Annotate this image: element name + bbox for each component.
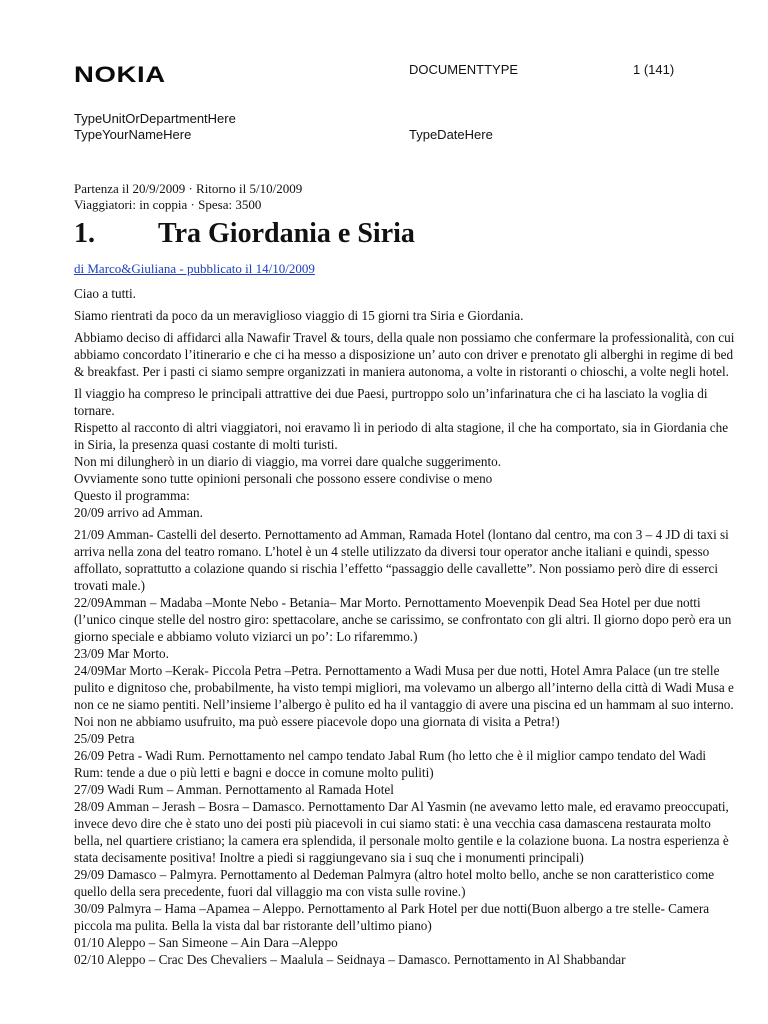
page-number: 1 (141) xyxy=(633,62,675,77)
heading-title: Tra Giordania e Siria xyxy=(158,218,415,249)
paragraph-intro: Siamo rientrati da poco da un meraviglioso viaggio di 15 giorni tra Siria e Giordania. xyxy=(74,308,524,323)
itinerary-item: 01/10 Aleppo – San Simeone – Ain Dara –Aleppo xyxy=(74,935,338,950)
itinerary-item: 23/09 Mar Morto. xyxy=(74,646,169,661)
itinerary-item: 22/09Amman – Madaba –Monte Nebo - Betania– Mar Morto. Pernottamento Moevenpik Dead Sea Hotel per due notti (l’unico cinque stelle del nostro giro: spettacolare, anche se carissimo, se confrontato con gli altri. Il giorno dopo però era un giorno speciale e abbiamo voluto viziarci un po’: Lo rifaremmo.) xyxy=(74,595,732,644)
unit-field: TypeUnitOrDepartmentHere xyxy=(74,111,236,126)
trip-dates: Partenza il 20/9/2009 · Ritorno il 5/10/2009 xyxy=(74,181,303,196)
itinerary-item: 29/09 Damasco – Palmyra. Pernottamento al Dedeman Palmyra (altro hotel molto bello, anche se non caratteristico come quello della sera precedente, fuori dal villaggio ma con vista sulle rovine.) xyxy=(74,867,715,899)
itinerary-item: 02/10 Aleppo – Crac Des Chevaliers – Maalula – Seidnaya – Damasco. Pernottamento in Al Shabbandar xyxy=(74,952,626,967)
itinerary-item: 25/09 Petra xyxy=(74,731,135,746)
itinerary-item: 24/09Mar Morto –Kerak- Piccola Petra –Petra. Pernottamento a Wadi Musa per due notti, Hotel Amra Palace (un tre stelle pulito e dignitoso che, probabilmente, ha visto tempi migliori, ma volevamo un albergo all’interno della città di Wadi Musa e non ce ne siamo pentiti. Nell’insieme l’albergo è pulito ed ha il vantaggio di avere una piscina ed un hammam al suo interno. Noi non ne abbiamo usufruito, ma può essere piacevole dopo una giornata di visita a Petra!) xyxy=(74,663,734,729)
text-line: Il viaggio ha compreso le principali attrattive dei due Paesi, purtroppo solo un’infarinatura che ci ha lasciato la voglia di tornare. xyxy=(74,386,708,418)
itinerary-item: 28/09 Amman – Jerash – Bosra – Damasco. Pernottamento Dar Al Yasmin (ne avevamo letto male, ed eravamo preoccupati, invece devo dire che è stato uno dei posti più piacevoli in cui siamo stati: è una vecchia casa damascena restaurata molto bella, nel quartiere cristiano; la camera era splendida, il personale molto gentile e la colazione buona. La nostra esperienza è stata decisamente positiva! Inoltre a piedi si raggiungevano sia i suq che i monumenti principali) xyxy=(74,799,729,865)
heading-number: 1. xyxy=(74,218,95,249)
text-line: Rispetto al racconto di altri viaggiatori, noi eravamo lì in periodo di alta stagione, il che ha comportato, sia in Giordania che in Siria, la presenza quasi costante di molti turisti. xyxy=(74,420,729,452)
itinerary-item: 27/09 Wadi Rum – Amman. Pernottamento al Ramada Hotel xyxy=(74,782,394,797)
author-link[interactable]: di Marco&Giuliana - pubblicato il 14/10/2009 xyxy=(74,261,315,276)
trip-meta xyxy=(74,181,302,213)
paragraph-agency: Abbiamo deciso di affidarci alla Nawafir Travel & tours, della quale non possiamo che confermare la professionalità, con cui abbiamo concordato l’itinerario e che ci ha messo a disposizione un’ auto con driver e prenotato gli alberghi in regime di bed & breakfast. Per i pasti ci siamo sempre organizzati in maniera autonoma, a volte in ristoranti o chioschi, a volte negli hotel. xyxy=(74,330,735,379)
itinerary-block xyxy=(74,526,736,968)
document-type: DOCUMENTTYPE xyxy=(409,62,519,77)
nokia-logo: NOKIA xyxy=(74,62,166,87)
text-line: Ovviamente sono tutte opinioni personali che possono essere condivise o meno xyxy=(74,471,493,486)
notes-block xyxy=(74,385,736,521)
itinerary-item: 30/09 Palmyra – Hama –Apamea – Aleppo. Pernottamento al Park Hotel per due notti(Buon albergo a tre stelle- Camera piccola ma pulita. Bella la vista dal bar ristorante dell’ultimo piano) xyxy=(74,901,710,933)
text-line: 20/09 arrivo ad Amman. xyxy=(74,505,203,520)
text-line: Questo il programma: xyxy=(74,488,190,503)
text-line: Non mi dilungherò in un diario di viaggio, ma vorrei dare qualche suggerimento. xyxy=(74,454,502,469)
paragraph-greeting: Ciao a tutti. xyxy=(74,286,136,301)
name-field: TypeYourNameHere xyxy=(74,127,192,142)
trip-travellers: Viaggiatori: in coppia · Spesa: 3500 xyxy=(74,197,262,212)
date-field: TypeDateHere xyxy=(409,127,493,142)
itinerary-item: 26/09 Petra - Wadi Rum. Pernottamento nel campo tendato Jabal Rum (ho letto che è il miglior campo tendato del Wadi Rum: tende a due o più letti e bagni e docce in comune molto puliti) xyxy=(74,748,707,780)
itinerary-item: 21/09 Amman- Castelli del deserto. Pernottamento ad Amman, Ramada Hotel (lontano dal centro, ma con 3 – 4 JD di taxi si arriva nella zona del teatro romano. L’hotel è un 4 stelle utilizzato da diversi tour operator anche italiani e quindi, spesso affollato, soprattutto a colazione quando si rischia l’effetto “passaggio delle cavallette”. Non possiamo però dire di esserci trovati male.) xyxy=(74,527,729,593)
document-body xyxy=(74,285,736,968)
section-heading xyxy=(74,218,415,250)
